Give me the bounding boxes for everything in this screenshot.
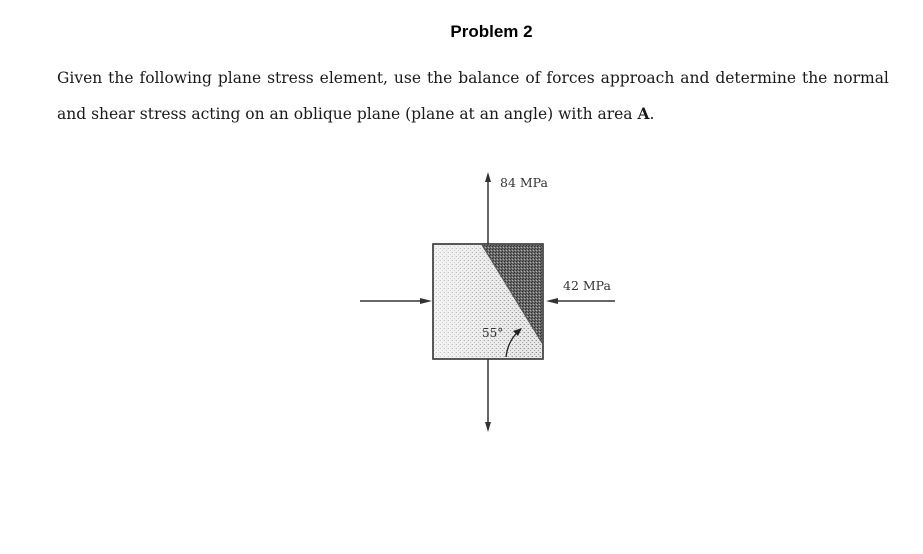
vertical-stress-arrowhead-bottom — [485, 422, 491, 432]
horizontal-stress-arrowhead-right — [546, 298, 558, 304]
statement-period: . — [649, 105, 655, 123]
angle-label: 55° — [482, 326, 504, 340]
statement-text: and shear stress acting on an oblique plane (plane at an angle) with area — [57, 105, 638, 123]
vertical-stress-label: 84 MPa — [500, 175, 548, 190]
horizontal-stress-label: 42 MPa — [563, 278, 611, 293]
problem-title: Problem 2 — [450, 22, 533, 41]
problem-statement-line-1: Given the following plane stress element, use the balance of forces approach and determine the normal — [57, 69, 889, 87]
vertical-stress-arrowhead-top — [485, 172, 491, 182]
horizontal-stress-arrowhead-left — [420, 298, 432, 304]
area-symbol: A — [637, 104, 650, 123]
